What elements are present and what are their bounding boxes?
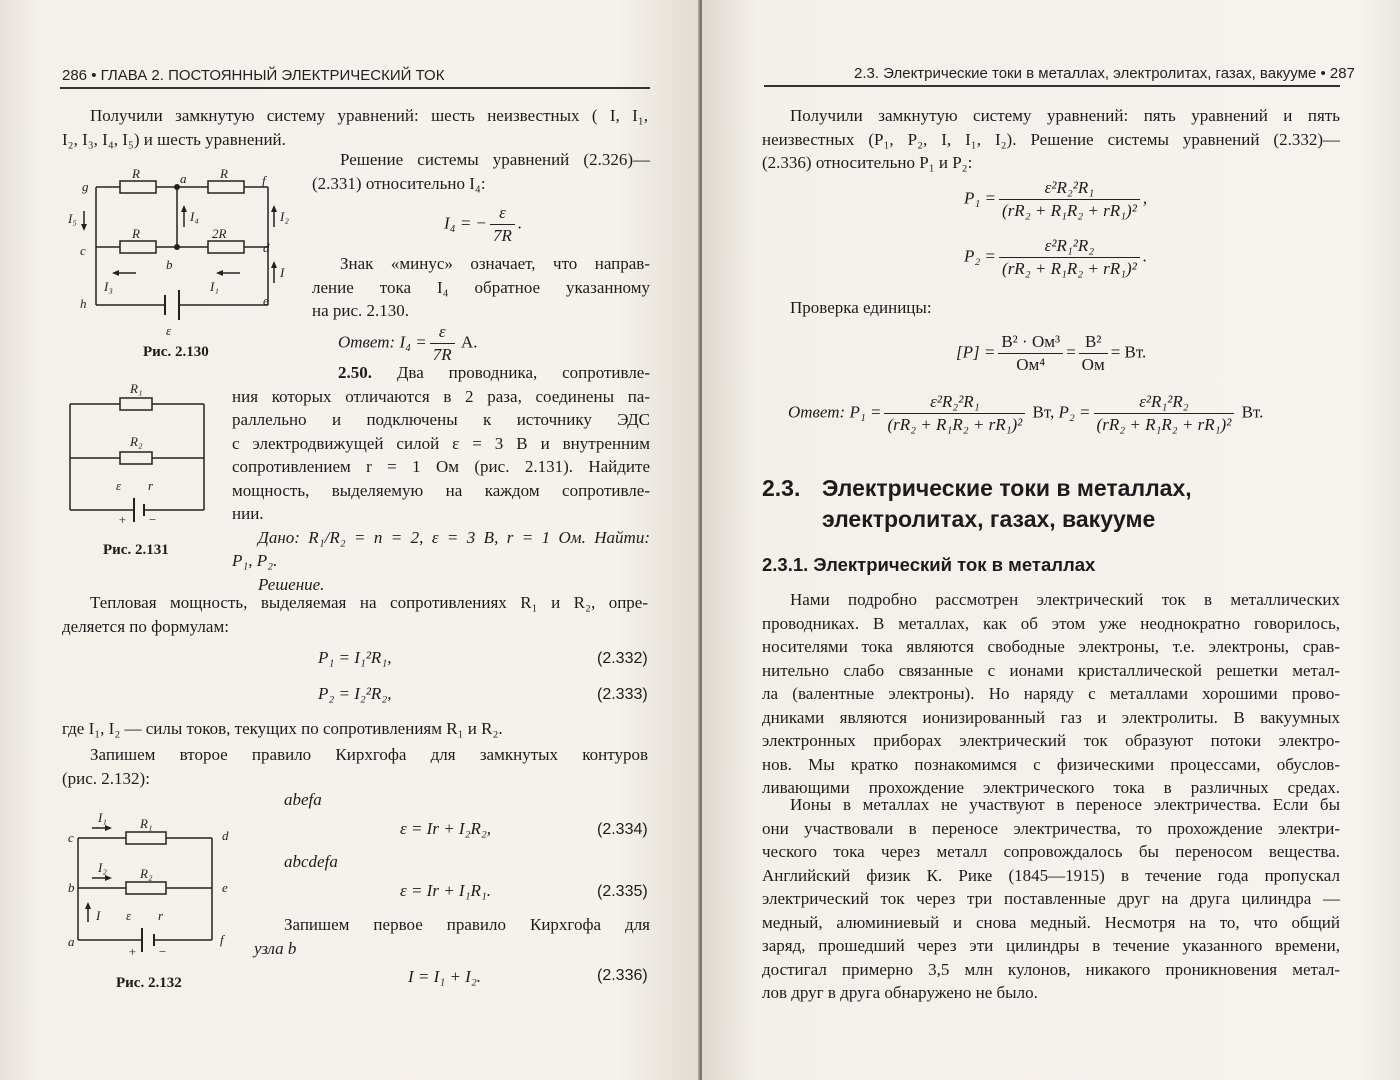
fig130-resistor-label: 2R — [212, 226, 227, 241]
fig132-minus: − — [158, 944, 167, 959]
equation-2-333: P₂ = I₂²R₂, — [318, 684, 392, 703]
fig131-emf-label: ε — [116, 478, 122, 493]
fig130-node-g: g — [82, 179, 89, 194]
fig131-r-label: r — [148, 478, 154, 493]
fig130-current-label: I₃ — [104, 279, 113, 294]
figure-2-131-circuit — [62, 378, 222, 538]
left-page-header: 286 • ГЛАВА 2. ПОСТОЯННЫЙ ЭЛЕКТРИЧЕСКИЙ ТОК — [62, 67, 445, 84]
metals-paragraph-1: Нами подробно рассмотрен электрический ток в металлических проводниках. В металлах, как об этом уже неоднократно говорилось, носителями тока являются свободные электроны, т.е. электроны, срав- нительно слабо связанные с ионами кристаллической решетки метал- ла (валентные электроны). Но наряду с металлами хорошими прово- дниками являются ионизированный газ и электролиты. В вакуумных электронных приборах электрический ток образуют потоки электро- нов. Мы кратко познакомимся с физическими процессами, обуслов- ливающими прохождение электрического тока в различных средах. — [762, 590, 1340, 797]
section-number: 2.3. — [762, 475, 801, 501]
equation-number: (2.332) — [597, 650, 648, 667]
heat-power-text: Тепловая мощность, выделяемая на сопротивлениях R₁ и R₂, опре- деляется по формулам: — [62, 593, 648, 636]
fig130-node-c: c — [80, 243, 86, 258]
fig130-emf-label: ε — [166, 323, 172, 338]
fig130-node-b: b — [166, 257, 173, 272]
fig132-i1-label: I₁ — [98, 810, 107, 825]
fig132-plus: + — [128, 944, 137, 959]
subsection-title: 2.3.1. Электрический ток в металлах — [762, 554, 1096, 575]
fig132-r1-label: R₁ — [140, 816, 153, 831]
equation-p1: P₁ = $\frac{\text{ε²R₂²R₁}}{\text{(rR₂ + R₁R₂ + rR₁)²}}$ , — [964, 178, 1148, 220]
fig130-current-label: I₄ — [190, 209, 199, 224]
unit-check-equation: [P] = $\frac{\text{В² · Ом³}}{\text{Ом⁴}}$ = $\frac{\text{В²}}{Ом}$ = Вт. — [956, 332, 1147, 374]
fig130-resistor-label: R — [132, 166, 140, 181]
fig130-node-a: a — [180, 171, 187, 186]
intro-paragraph: Получили замкнутую систему уравнений: пять уравнений и пять неизвестных (P₁, P₂, I, I₁, I₂). Решение системы уравнений (2.332)— (2.336) относительно P₁ и P₂: — [762, 106, 1340, 172]
unit-check-label: Проверка единицы: — [790, 298, 932, 317]
fig132-node-e: e — [222, 880, 228, 895]
right-page-header: 2.3. Электрические токи в металлах, электролитах, газах, вакууме • 287 — [854, 65, 1355, 82]
fig132-node-a: a — [68, 934, 75, 949]
loop-abefa-label: abefa — [284, 790, 322, 809]
fig132-node-d: d — [222, 828, 229, 843]
fig131-r1-label: R₁ — [130, 381, 143, 396]
equation-2-336: I = I₁ + I₂. — [408, 967, 481, 986]
fig130-current-label: I₁ — [210, 279, 219, 294]
kirchhoff-second-text: Запишем второе правило Кирхгофа для замкнутых контуров (рис. 2.132): — [62, 745, 648, 788]
equation-i4: I₄ = − $\frac{\varepsilon}{7R}$ . — [444, 203, 523, 245]
fig132-r-label: r — [158, 908, 164, 923]
equation-2-334: ε = Ir + I₂R₂, — [400, 819, 492, 838]
fig132-node-c: c — [68, 830, 74, 845]
figure-2-132-circuit — [62, 808, 242, 978]
fig130-current-label: I₂ — [280, 209, 289, 224]
kirchhoff-first-text: Запишем первое правило Кирхгофа для узла b — [254, 915, 650, 958]
right-page — [702, 0, 1400, 1080]
loop-abcdefa-label: abcdefa — [284, 852, 338, 871]
minus-sign-text: Знак «минус» означает, что направ- ление тока I₄ обратное указанному на рис. 2.130. — [312, 254, 650, 320]
problem-2-50: 2.50. Два проводника, сопротивле- ния которых отличаются в 2 раза, соединены па- раллельно и подключены к источнику ЭДС с электродвижущей силой ε = 3 В и внутренним сопротивлением r = 1 Ом (рис. 2.131). Найдите мощность, выделяемую на каждом сопротивле- нии. Дано: R₁/R₂ = n = 2, ε = 3 В, r = 1 Ом. Найти: P₁, P₂. Решение. — [232, 363, 651, 594]
figure-2-130-circuit — [62, 165, 302, 345]
figure-2-132-caption: Рис. 2.132 — [116, 975, 182, 991]
answer-i4: Ответ: I₄ = $\frac{\varepsilon}{7R}$ A. — [338, 322, 478, 364]
equation-number: (2.336) — [597, 967, 648, 984]
equation-number: (2.333) — [597, 686, 648, 703]
fig130-resistor-label: R — [220, 166, 228, 181]
fig132-emf-label: ε — [126, 908, 132, 923]
where-text: где I₁, I₂ — силы токов, текущих по сопротивлениям R₁ и R₂. — [62, 719, 503, 738]
fig130-current-label: I — [280, 265, 285, 280]
intro-paragraph: Получили замкнутую систему уравнений: шесть неизвестных ( I, I₁, I₂, I₃, I₄, I₅) и шесть уравнений. — [62, 106, 648, 149]
header-rule — [764, 85, 1340, 87]
equation-2-335: ε = Ir + I₁R₁. — [400, 881, 492, 900]
fig131-minus: − — [148, 512, 157, 527]
fig132-node-b: b — [68, 880, 75, 895]
fig132-r2-label: R₂ — [140, 866, 153, 881]
metals-paragraph-2: Ионы в металлах не участвуют в переносе электричества. Если бы они участвовали в переносе электричества, то прохождение электри- ческого тока через металл сопровождалось бы переносом вещества. Английский физик К. Рике (1845—1915) в течение года пропускал электрический ток через три поставленные друг на друга цилиндра — медный, алюминиевый и снова медный. Несмотря на то, что общий заряд, прошедший через эти цилиндры в течение указанного времени, достигал примерно 3,5 млн кулонов, никакого проникновения метал- лов друг в друга обнаружено не было. — [762, 795, 1340, 1002]
fig130-node-e: e — [263, 293, 269, 308]
fig130-resistor-label: R — [132, 226, 140, 241]
equation-p2: P₂ = $\frac{\text{ε²R₁²R₂}}{\text{(rR₂ + R₁R₂ + rR₁)²}}$ . — [964, 236, 1148, 278]
section-title: Электрические токи в металлах, электролитах, газах, вакууме — [822, 475, 1192, 532]
fig130-node-h: h — [80, 296, 87, 311]
fig132-i2-label: I₂ — [98, 860, 107, 875]
fig130-node-f: f — [262, 173, 266, 188]
fig130-current-label: I₅ — [68, 211, 77, 226]
solution-text: Решение системы уравнений (2.326)— (2.331) относительно I₄: — [312, 150, 650, 193]
fig131-plus: + — [118, 512, 127, 527]
figure-2-131-caption: Рис. 2.131 — [103, 542, 169, 558]
fig130-node-d: d — [263, 240, 270, 255]
fig132-i-label: I — [96, 908, 101, 923]
equation-2-332: P₁ = I₁²R₁, — [318, 648, 392, 667]
header-rule — [60, 87, 650, 89]
fig131-r2-label: R₂ — [130, 434, 143, 449]
figure-2-130-caption: Рис. 2.130 — [143, 344, 209, 360]
equation-number: (2.335) — [597, 883, 648, 900]
answer-p1-p2: Ответ: P₁ = $\frac{\text{ε²R₂²R₁}}{\text{(rR₂ + R₁R₂ + rR₁)²}}$ Вт, P₂ = $\frac{\text{ε²R₁²R₂}}{\text{(rR₂ + R₁R₂ + rR₁)²}}$ Вт. — [788, 392, 1264, 434]
equation-number: (2.334) — [597, 821, 648, 838]
fig132-node-f: f — [220, 932, 224, 947]
